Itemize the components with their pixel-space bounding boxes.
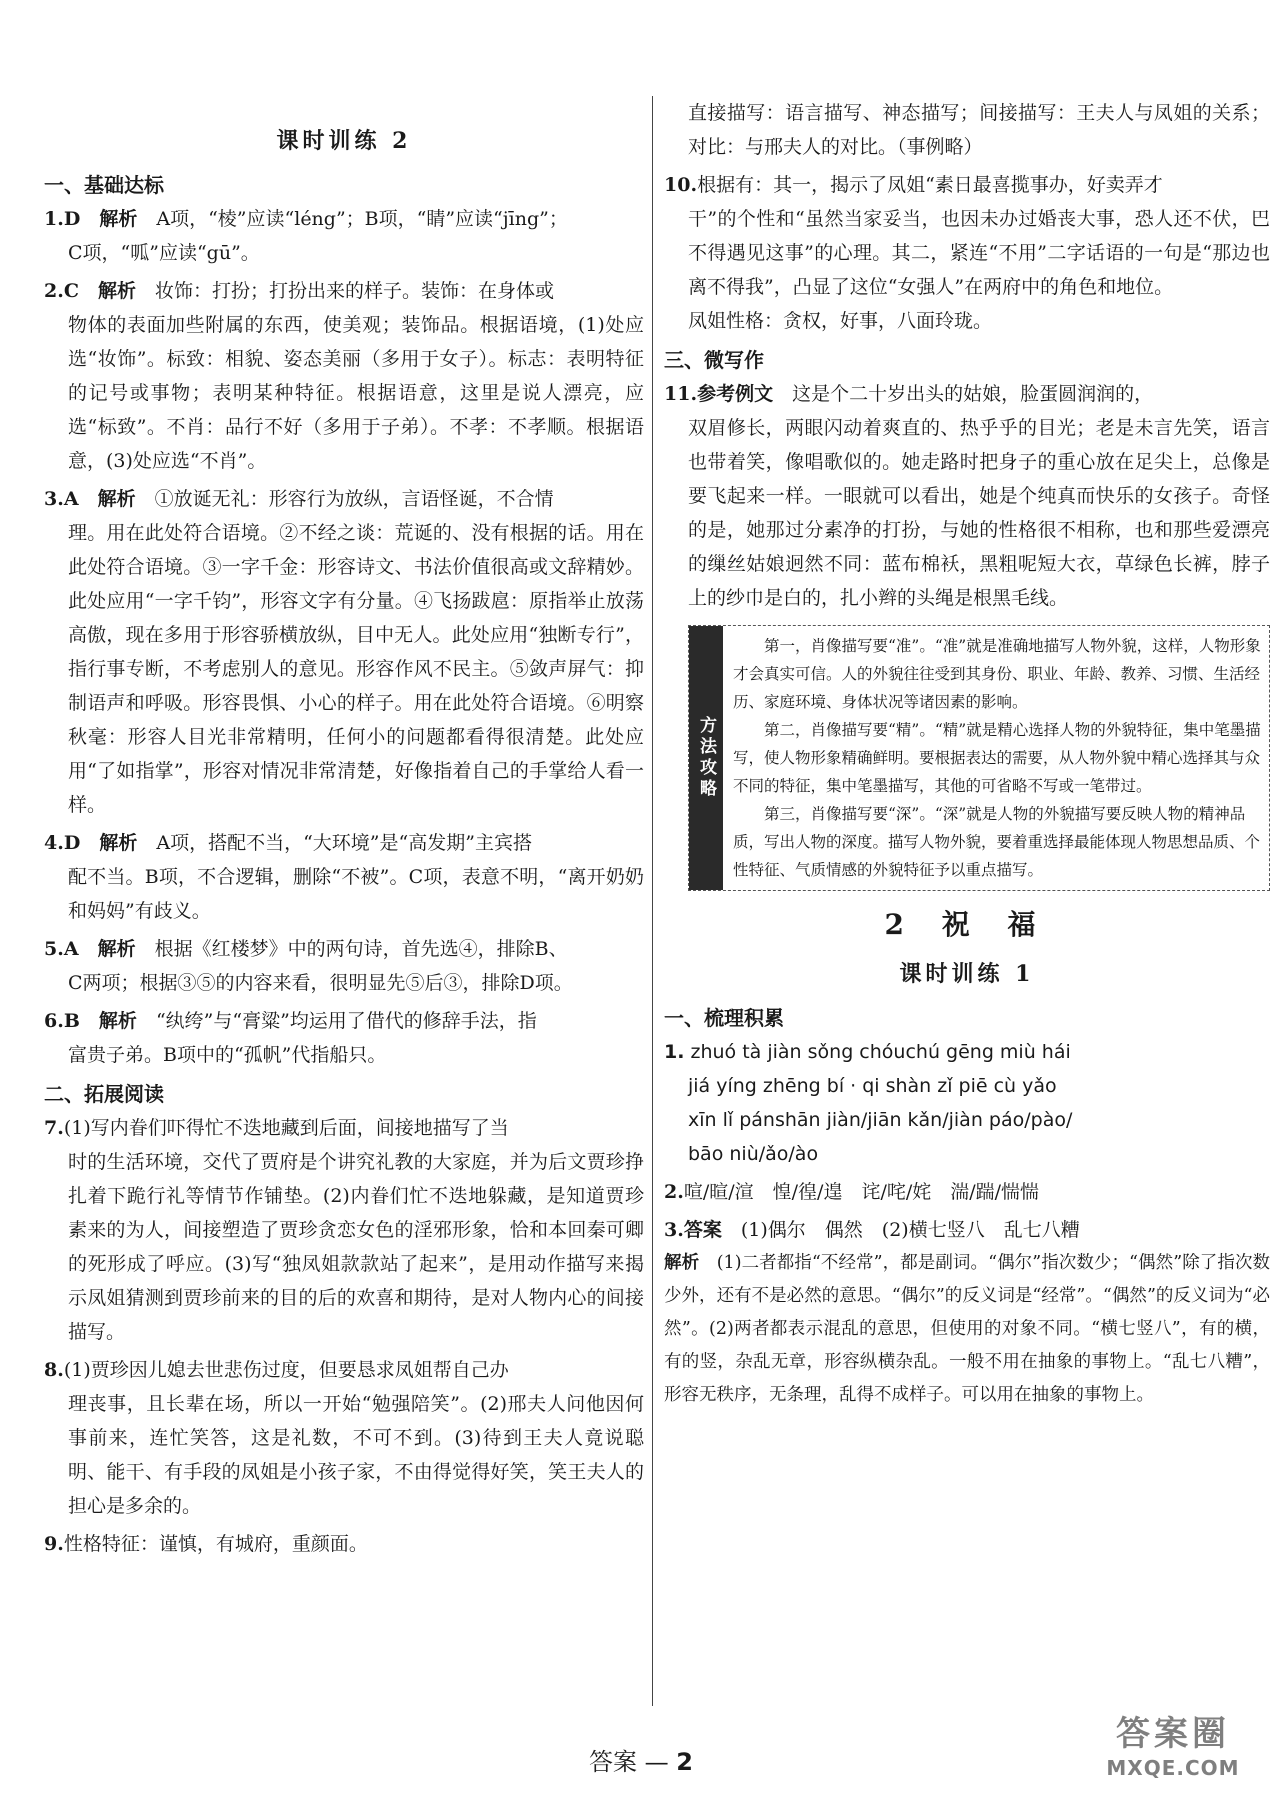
answer-continuation: 直接描写：语言描写、神态描写；间接描写：王夫人与凤姐的关系；对比：与邢夫人的对比。（事例略） bbox=[688, 102, 1270, 158]
section-title: 课时训练 2 bbox=[276, 128, 412, 154]
answer-item: 5.A 解析 根据《红楼梦》中的两句诗，首先选④，排除B、 C两项；根据③⑤的内容来看，很明显先⑤后③，排除D项。 bbox=[44, 938, 573, 994]
site-watermark-logo: 答案圈 MXQE.COM bbox=[1106, 1714, 1240, 1780]
lesson-title: 2 祝 福 bbox=[884, 908, 1050, 941]
method-tab-label: 方法攻略 bbox=[689, 626, 723, 890]
answer-item: 1.D 解析 A项，“棱”应读“léng”；B项，“睛”应读“jīng”； C项，“呱”应读“gū”。 bbox=[44, 208, 568, 264]
tip-paragraph: 第三，肖像描写要“深”。“深”就是人物的外貌描写要反映人物的精神品质，写出人物的深度。描写人物外貌，要着重选择最能体现人物思想品质、个性特征、气质情感的外貌特征予以重点描写。 bbox=[733, 805, 1261, 879]
page-footer: 答案 — 2 bbox=[589, 1748, 693, 1776]
answer-item: 11.参考例文 这是个二十岁出头的姑娘，脸蛋圆润润的， 双眉修长，两眼闪动着爽直的、热乎乎的目光；老是未言先笑，语言也带着笑，像唱歌似的。她走路时把身子的重心放在足尖上，总像是要飞起来一样。一眼就可以看出，她是个纯真而快乐的女孩子。奇怪的是，她那过分素净的打扮，与她的性格很不相称，也和那些爱漂亮的缫丝姑娘迥然不同：蓝布棉袄，黑粗呢短大衣，草绿色长裤，脖子上的纱巾是白的，扎小辫的头绳是根黑毛线。 bbox=[664, 383, 1270, 609]
answer-item: 2.C 解析 妆饰：打扮；打扮出来的样子。装饰：在身体或 物体的表面加些附属的东西，使美观；装饰品。根据语境，(1)处应选“妆饰”。标致：相貌、姿态美丽（多用于女子）。标志：表明特征的记号或事物；表明某种特征。根据语意，这里是说人漂亮，应选“标致”。不肖：品行不好（多用于子弟）。不孝：不孝顺。根据语意，(3)处应选“不肖”。 bbox=[44, 280, 644, 472]
answer-item: 2.喧/暄/渲 惶/徨/遑 诧/咤/姹 湍/踹/惴惴 bbox=[664, 1181, 1040, 1203]
pinyin-answer: 1. zhuó tà jiàn sǒng chóuchú gēng miù hái jiá yíng zhēng bí · qi shàn zǐ piē cù yǎo xīn lǐ pánshān jiàn/jiān kǎn/jiàn páo/pào/ bāo niù/ǎo/ào bbox=[664, 1041, 1073, 1165]
answer-item: 7.(1)写内眷们吓得忙不迭地藏到后面，间接地描写了当 时的生活环境，交代了贾府是个讲究礼教的大家庭，并为后文贾珍挣扎着下跪行礼等情节作铺垫。(2)内眷们忙不迭地躲藏，是知道贾珍素来的为人，间接塑造了贾珍贪恋女色的淫邪形象，恰和本回秦可卿的死形成了呼应。(3)写“独凤姐款款站了起来”，是用动作描写来揭示凤姐猜测到贾珍前来的目的后的欢喜和期待，是对人物内心的间接描写。 bbox=[44, 1117, 644, 1343]
tip-paragraph: 第二，肖像描写要“精”。“精”就是精心选择人物的外貌特征，集中笔墨描写，使人物形象精确鲜明。要根据表达的需要，从人物外貌中精心选择其与众不同的特征，集中笔墨描写，其他的可省略不写或一笔带过。 bbox=[733, 721, 1261, 795]
answer-item: 3.答案 (1)偶尔 偶然 (2)横七竖八 乱七八糟 解析 (1)二者都指“不经常”，都是副词。“偶尔”指次数少；“偶然”除了指次数少外，还有不是必然的意思。“偶尔”的反义词是“经常”。“偶然”的反义词为“必然”。(2)两者都表示混乱的意思，但使用的对象不同。“横七竖八”，有的横，有的竖，杂乱无章，形容纵横杂乱。一般不用在抽象的事物上。“乱七八糟”，形容无秩序，无条理，乱得不成样子。可以用在抽象的事物上。 bbox=[664, 1219, 1271, 1405]
method-tips-box bbox=[688, 625, 1270, 891]
right-column bbox=[664, 96, 1270, 1416]
section-heading: 一、梳理积累 bbox=[664, 1006, 784, 1030]
section-heading: 三、微写作 bbox=[664, 348, 764, 372]
answer-item: 9.性格特征：谨慎，有城府，重颜面。 bbox=[44, 1533, 368, 1555]
section-title: 课时训练 1 bbox=[899, 961, 1035, 987]
answer-item: 4.D 解析 A项，搭配不当，“大环境”是“高发期”主宾搭 配不当。B项，不合逻辑，删除“不被”。C项，表意不明，“离开奶奶和妈妈”有歧义。 bbox=[44, 832, 644, 922]
answer-item: 3.A 解析 ①放诞无礼：形容行为放纵，言语怪诞，不合情 理。用在此处符合语境。②不经之谈：荒诞的、没有根据的话。用在此处符合语境。③一字千金：形容诗文、书法价值很高或文辞精妙。此处应用“一字千钧”，形容文字有分量。④飞扬跋扈：原指举止放荡高傲，现在多用于形容骄横放纵，目中无人。此处应用“独断专行”，指行事专断，不考虑别人的意见。形容作风不民主。⑤敛声屏气：抑制语声和呼吸。形容畏惧、小心的样子。用在此处符合语境。⑥明察秋毫：形容人目光非常精明，任何小的问题都看得很清楚。此处应用“了如指掌”，形容对情况非常清楚，好像指着自己的手掌给人看一样。 bbox=[44, 488, 644, 816]
left-column bbox=[44, 96, 644, 1565]
column-divider bbox=[652, 96, 653, 1706]
answer-item: 8.(1)贾珍因儿媳去世悲伤过度，但要恳求凤姐帮自己办 理丧事，且长辈在场，所以一开始“勉强陪笑”。(2)邢夫人问他因何事前来，连忙笑答，这是礼数，不可不到。(3)待到王夫人竟说聪明、能干、有手段的凤姐是小孩子家，不由得觉得好笑，笑王夫人的担心是多余的。 bbox=[44, 1359, 644, 1517]
section-heading: 二、拓展阅读 bbox=[44, 1082, 164, 1106]
answer-item: 10.根据有：其一，揭示了凤姐“素日最喜揽事办，好卖弄才 干”的个性和“虽然当家妥当，也因未办过婚丧大事，恐人还不伏，巴不得遇见这事”的心理。其二，紧连“不用”二字话语的一句是“那边也离不得我”，凸显了这位“女强人”在两府中的角色和地位。 凤姐性格：贪权，好事，八面玲珑。 bbox=[664, 174, 1270, 332]
section-heading: 一、基础达标 bbox=[44, 173, 164, 197]
tip-paragraph: 第一，肖像描写要“准”。“准”就是准确地描写人物外貌，这样，人物形象才会真实可信。人的外貌往往受到其身份、职业、年龄、教养、习惯、生活经历、家庭环境、身体状况等诸因素的影响。 bbox=[733, 637, 1261, 711]
answer-item: 6.B 解析 “纨绔”与“膏粱”均运用了借代的修辞手法，指 富贵子弟。B项中的“孤帆”代指船只。 bbox=[44, 1010, 537, 1066]
